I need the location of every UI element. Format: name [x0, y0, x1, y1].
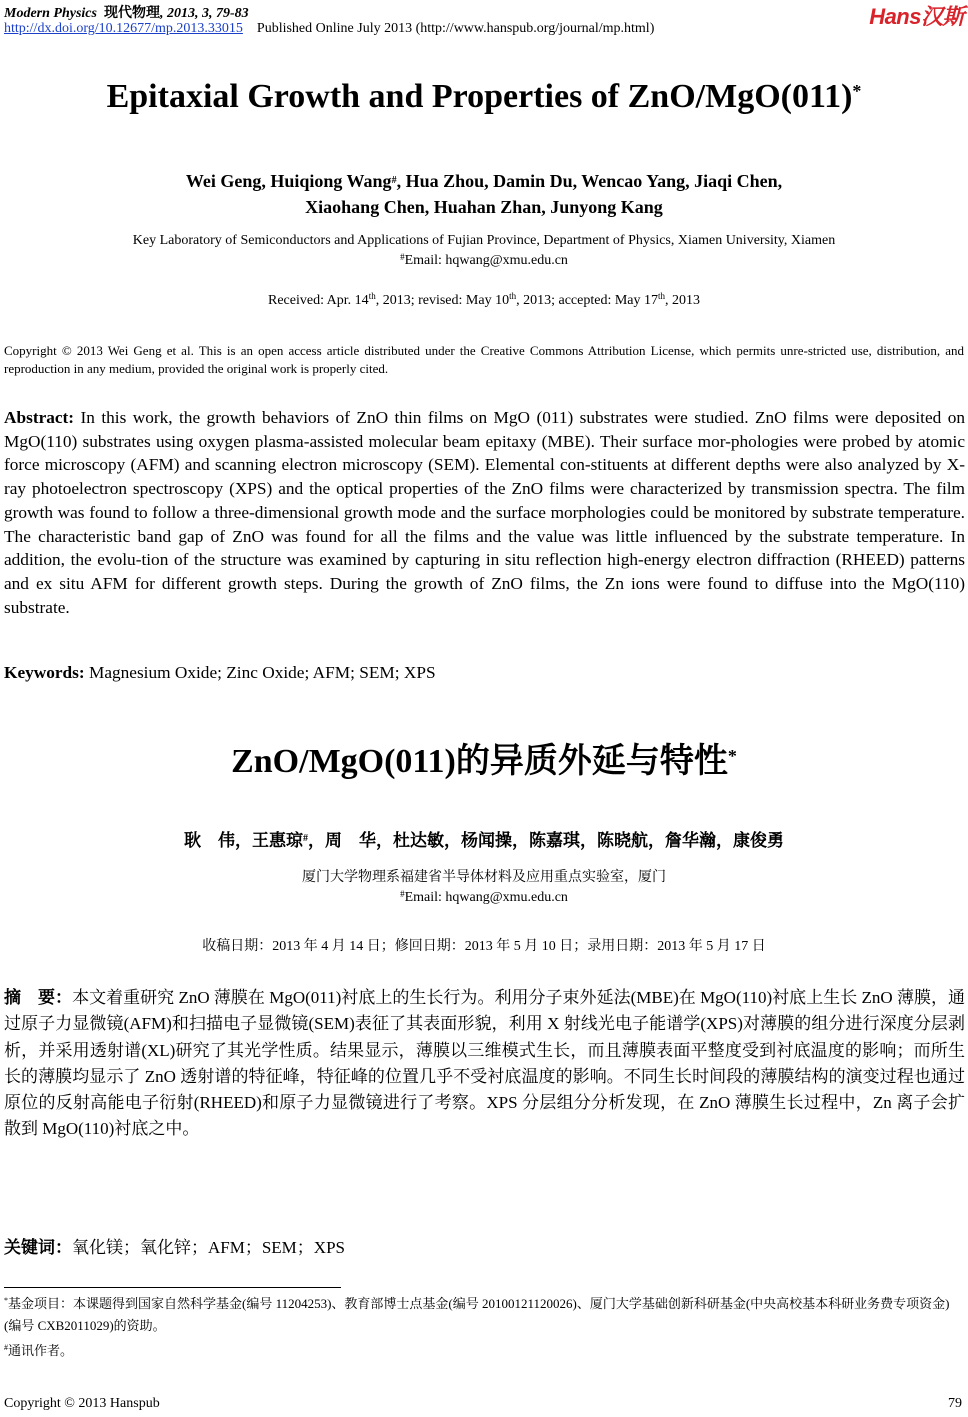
corr-mark: #	[4, 1343, 8, 1352]
email-en: Email: hqwang@xmu.edu.cn	[404, 253, 568, 268]
authors-en	[0, 170, 968, 219]
corresponding-mark: #	[391, 175, 397, 186]
received-dates-cn: 收稿日期：2013 年 4 月 14 日；修回日期：2013 年 5 月 10 日；录用日期：2013 年 5 月 17 日	[202, 939, 766, 954]
title-en-text: Epitaxial Growth and Properties of ZnO/MgO(011)	[106, 78, 853, 115]
abstract-en	[4, 406, 965, 619]
ordinal-suffix: th	[509, 291, 517, 301]
authors-cn-part2: ，周 华，杜达敏，杨闻操，陈嘉琪，陈晓航，詹华瀚，康俊勇	[308, 831, 784, 850]
footnote-divider	[4, 1287, 341, 1288]
keywords-label: Keywords:	[4, 663, 85, 682]
title-cn-text: ZnO/MgO(011)的异质外延与特性	[231, 743, 728, 780]
title-cn-footnote-mark: *	[727, 746, 737, 766]
authors-cn	[0, 826, 968, 851]
fund-text: 基金项目：本课题得到国家自然科学基金(编号 11204253)、教育部博士点基金(编号 20100121120026)、厦门大学基础创新科研基金(中央高校基本科研业务费专项资金)(编号 CXB2011029)的资助。	[4, 1296, 950, 1333]
abstract-cn	[4, 985, 965, 1143]
corresponding-mark-cn: #	[303, 833, 308, 844]
hans-logo: Hans汉斯	[869, 4, 964, 29]
email-mark-cn: #	[400, 889, 405, 899]
journal-name: Modern Physics	[4, 6, 97, 21]
corr-text: 通讯作者。	[8, 1343, 74, 1358]
title-cn	[0, 733, 968, 782]
received-dates-en	[0, 293, 968, 309]
accepted-part: , 2013; accepted: May 17	[516, 293, 658, 308]
corresponding-footnote	[4, 1341, 966, 1363]
keywords-en	[4, 663, 436, 683]
abstract-label: Abstract:	[4, 408, 75, 427]
footer-copyright: Copyright © 2013 Hanspub	[4, 1396, 160, 1411]
title-en-footnote-mark: *	[852, 81, 862, 101]
fund-footnote	[4, 1294, 966, 1336]
authors-cn-part1: 耿 伟，王惠琼	[184, 831, 303, 850]
received-part: Received: Apr. 14	[267, 293, 369, 308]
ordinal-suffix: th	[658, 291, 666, 301]
journal-name-cn: 现代物理	[103, 6, 160, 21]
title-en	[0, 78, 968, 116]
email-cn: Email: hqwang@xmu.edu.cn	[404, 890, 568, 905]
volume-info: , 2013, 3, 79-83	[159, 6, 249, 21]
footnotes	[4, 1294, 966, 1363]
fund-mark: *	[4, 1296, 8, 1305]
year-part: , 2013	[665, 293, 701, 308]
institution-en: Key Laboratory of Semiconductors and Applications of Fujian Province, Department of Physics, Xiamen University, Xiamen	[132, 233, 836, 248]
affiliation-en	[0, 231, 968, 271]
doi-link[interactable]: http://dx.doi.org/10.12677/mp.2013.33015	[4, 21, 243, 36]
abstract-text: In this work, the growth behaviors of ZnO thin films on MgO (011) substrates were studied. ZnO films were deposited on MgO(110) substrates using oxygen plasma-assisted molecular beam epitaxy (MBE). Their surface mor-phologies were probed by atomic force microscopy (AFM) and scanning electron microscopy (SEM). Elemental con-stituents at different depths were also analyzed by X-ray photoelectron spectroscopy (XPS) and the optical properties of the ZnO films were characterized by transmission spectra. The film growth was found to follow a three-dimensional growth mode and the surface morphologies could be monitored by substrate temperature. The characteristic band gap of ZnO was found for all the films and the value was little influenced by the substrate temperature. In addition, the evolu-tion of the structure was examined by capturing in situ reflection high-energy electron diffraction (RHEED) patterns and ex situ AFM for different growth steps. During the growth of ZnO films, the Zn ions were found to diffuse into the MgO(110) substrate.	[4, 408, 965, 617]
email-mark: #	[400, 252, 405, 262]
abstract-cn-label: 摘 要：	[4, 988, 73, 1007]
authors-en-line1-rest: , Hua Zhou, Damin Du, Wencao Yang, Jiaqi Chen,	[396, 171, 783, 191]
keywords-cn	[4, 1233, 345, 1258]
affiliation-cn	[0, 868, 968, 908]
page-number: 79	[948, 1396, 962, 1411]
keywords-cn-text: 氧化镁；氧化锌；AFM；SEM；XPS	[72, 1238, 345, 1257]
authors-en-line2: Xiaohang Chen, Huahan Zhan, Junyong Kang	[305, 197, 663, 217]
revised-part: , 2013; revised: May 10	[375, 293, 510, 308]
abstract-cn-text: 本文着重研究 ZnO 薄膜在 MgO(011)衬底上的生长行为。利用分子束外延法(MBE)在 MgO(110)衬底上生长 ZnO 薄膜，通过原子力显微镜(AFM)和扫描电子显微镜(SEM)表征了其表面形貌，利用 X 射线光电子能谱学(XPS)对薄膜的组分进行深度分层剥析，并采用透射谱(XL)研究了其光学性质。结果显示，薄膜以三维模式生长，而且薄膜表面平整度受到衬底温度的影响；而所生长的薄膜均显示了 ZnO 透射谱的特征峰，特征峰的位置几乎不受衬底温度的影响。不同生长时间段的薄膜结构的演变过程也通过原位的反射高能电子衍射(RHEED)和原子力显微镜进行了考察。XPS 分层组分分析发现，在 ZnO 薄膜生长过程中，Zn 离子会扩散到 MgO(110)衬底之中。	[4, 988, 966, 1139]
institution-cn: 厦门大学物理系福建省半导体材料及应用重点实验室，厦门	[302, 870, 666, 885]
authors-en-first: Wei Geng, Huiqiong Wang	[185, 171, 392, 191]
doi-line	[4, 21, 654, 37]
journal-header	[4, 2, 249, 22]
keywords-text: Magnesium Oxide; Zinc Oxide; AFM; SEM; XPS	[88, 663, 436, 682]
keywords-cn-label: 关键词：	[4, 1238, 72, 1257]
copyright-notice: Copyright © 2013 Wei Geng et al. This is an open access article distributed under the Creative Commons Attribution License, which permits unre-stricted use, distribution, and reproduction in any medium, provided the original work is properly cited.	[4, 343, 964, 376]
published-online: Published Online July 2013 (http://www.hanspub.org/journal/mp.html)	[256, 21, 655, 36]
ordinal-suffix: th	[368, 291, 376, 301]
